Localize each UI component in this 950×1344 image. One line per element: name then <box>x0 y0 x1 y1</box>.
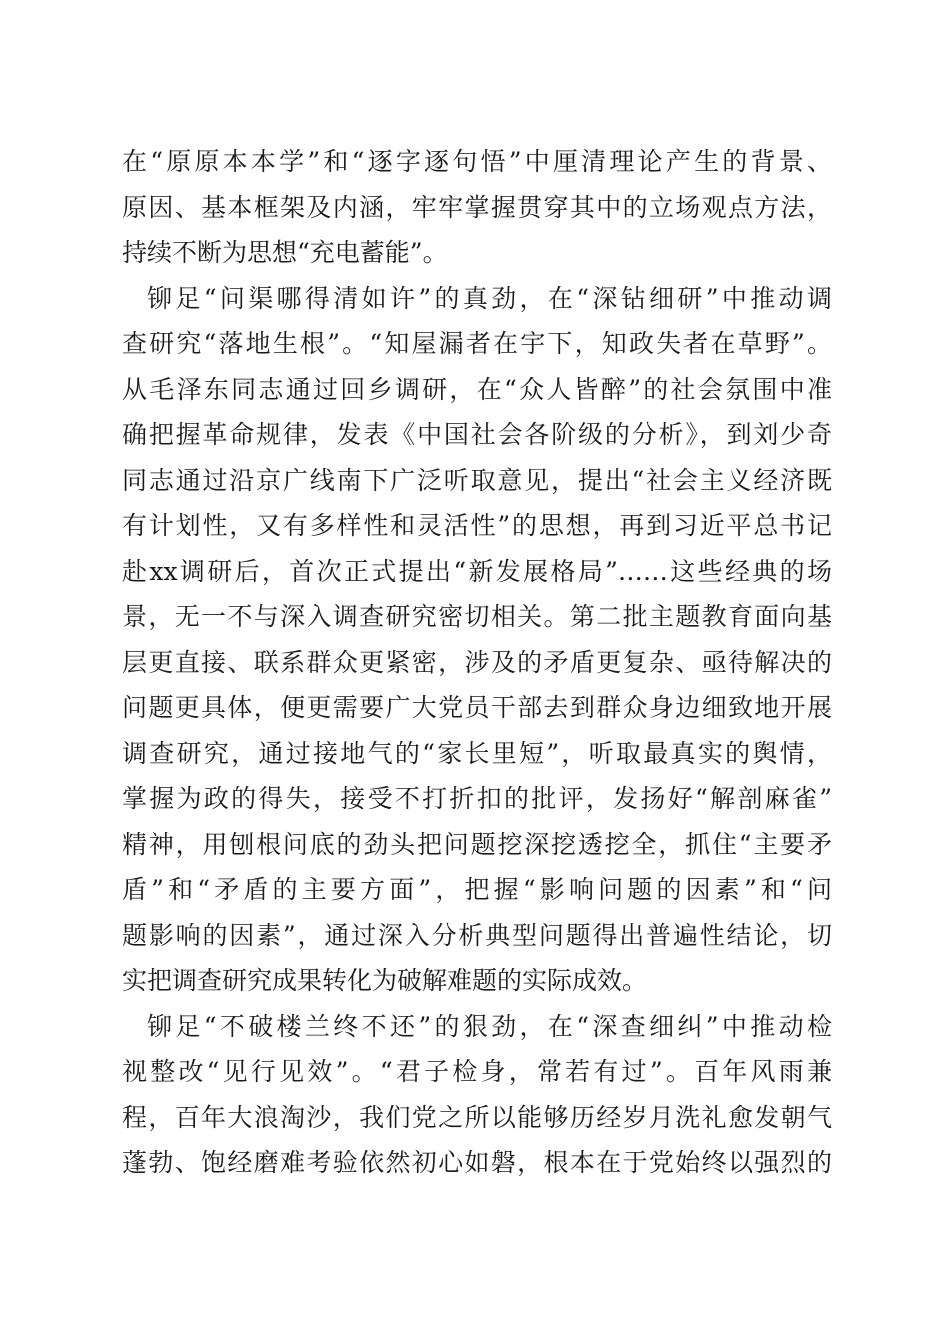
text-line: 赴xx调研后，首次正式提出“新发展格局”……这些经典的场 <box>122 556 832 586</box>
text-line: 确把握革命规律，发表《中国社会各阶级的分析》，到刘少奇 <box>122 420 832 449</box>
text-line: 从毛泽东同志通过回乡调研，在“众人皆醉”的社会氛围中准 <box>122 374 832 404</box>
text-line: 调查研究，通过接地气的“家长里短”，听取最真实的舆情， <box>122 738 832 768</box>
text-line: 在“原原本本学”和“逐字逐句悟”中厘清理论产生的背景、 <box>122 147 832 176</box>
text-line: 掌握为政的得失，接受不打折扣的批评，发扬好“解剖麻雀” <box>122 784 832 813</box>
text-line: 层更直接、联系群众更紧密，涉及的矛盾更复杂、亟待解决的 <box>122 647 832 677</box>
text-line: 程，百年大浪淘沙，我们党之所以能够历经岁月洗礼愈发朝气 <box>122 1102 832 1132</box>
text-line: 查研究“落地生根”。“知屋漏者在宇下，知政失者在草野”。 <box>122 329 832 358</box>
text-line: 原因、基本框架及内涵，牢牢掌握贯穿其中的立场观点方法， <box>122 192 832 222</box>
paragraph-first-line: 铆足“问渠哪得清如许”的真劲，在“深钻细研”中推动调 <box>147 283 832 313</box>
text-line: 蓬勃、饱经磨难考验依然初心如磐，根本在于党始终以强烈的 <box>122 1148 832 1177</box>
paragraph-first-line: 铆足“不破楼兰终不还”的狠劲，在“深查细纠”中推动检 <box>147 1011 832 1041</box>
text-line: 题影响的因素”，通过深入分析典型问题得出普遍性结论，切 <box>122 920 832 950</box>
text-line: 景，无一不与深入调查研究密切相关。第二批主题教育面向基 <box>122 602 832 631</box>
text-line: 视整改“见行见效”。“君子检身，常若有过”。百年风雨兼 <box>122 1057 832 1086</box>
text-line: 问题更具体，便更需要广大党员干部去到群众身边细致地开展 <box>122 693 832 722</box>
text-line: 有计划性，又有多样性和灵活性”的思想，再到习近平总书记 <box>122 511 832 540</box>
text-line: 持续不断为思想“充电蓄能”。 <box>122 238 448 267</box>
text-line: 同志通过沿京广线南下广泛听取意见，提出“社会主义经济既 <box>122 465 832 495</box>
text-line: 盾”和“矛盾的主要方面”，把握“影响问题的因素”和“问 <box>122 875 832 904</box>
body-text <box>122 139 832 1186</box>
text-line: 精神，用刨根问底的劲头把问题挖深挖透挖全，抓住“主要矛 <box>122 829 832 859</box>
text-line: 实把调查研究成果转化为破解难题的实际成效。 <box>122 966 648 995</box>
